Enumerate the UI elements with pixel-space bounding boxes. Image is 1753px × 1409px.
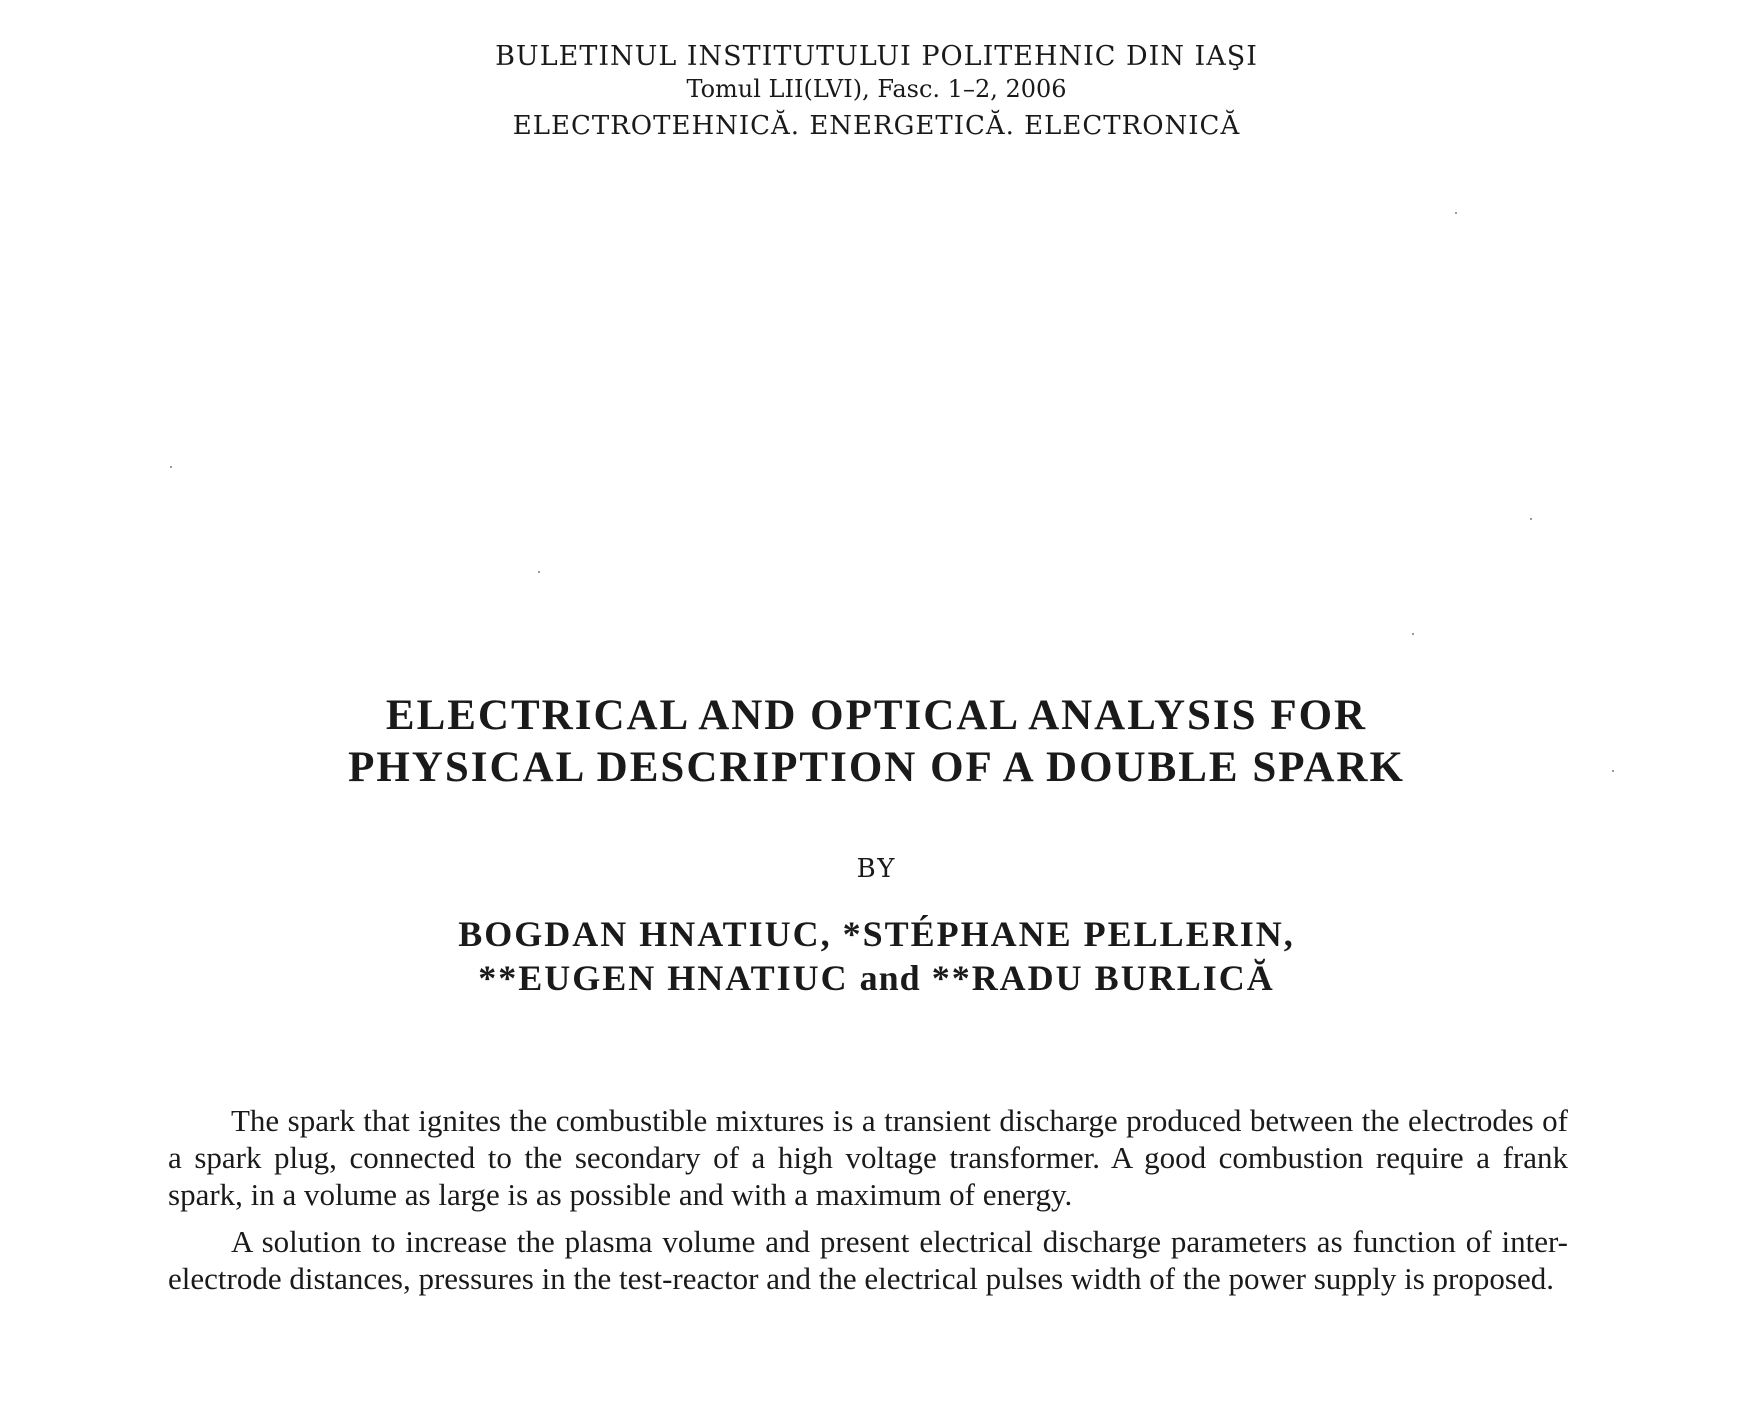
journal-section: ELECTROTEHNICĂ. ENERGETICĂ. ELECTRONICĂ <box>512 111 1241 141</box>
journal-header <box>0 40 1753 146</box>
abstract <box>168 1102 1568 1307</box>
scan-speck <box>1612 770 1614 772</box>
scan-speck <box>1455 212 1457 214</box>
author-conjunction: and <box>859 958 921 998</box>
abstract-paragraph-2: A solution to increase the plasma volume and present electrical discharge parameters as function of inter-electrode distances, pressures in the test-reactor and the electrical pulses width of the power supply is proposed. <box>168 1224 1568 1296</box>
scan-speck <box>1412 633 1414 635</box>
abstract-paragraph-1: The spark that ignites the combustible mixtures is a transient discharge produced between the electrodes of a spark plug, connected to the secondary of a high voltage transformer. A good combustion require a frank spark, in a volume as large is as possible and with a maximum of energy. <box>168 1103 1568 1212</box>
authors-line-1: BOGDAN HNATIUC, *STÉPHANE PELLERIN, <box>458 914 1295 954</box>
author-radu-burlica: **RADU BURLICĂ <box>931 958 1275 998</box>
scan-speck <box>1530 518 1532 520</box>
paper-title <box>0 690 1753 794</box>
journal-name: BULETINUL INSTITUTULUI POLITEHNIC DIN IAŞI <box>495 41 1258 72</box>
title-line-2: PHYSICAL DESCRIPTION OF A DOUBLE SPARK <box>348 744 1405 791</box>
byline: BY <box>856 854 897 884</box>
author-eugen-hnatiuc: **EUGEN HNATIUC <box>478 958 849 998</box>
scan-speck <box>170 466 172 468</box>
scan-speck <box>538 571 540 573</box>
authors-line-2 <box>0 956 1753 1000</box>
journal-volume: Tomul LII(LVI), Fasc. 1–2, 2006 <box>686 75 1067 103</box>
title-line-1: ELECTRICAL AND OPTICAL ANALYSIS FOR <box>385 692 1368 739</box>
author-list <box>0 912 1753 1000</box>
